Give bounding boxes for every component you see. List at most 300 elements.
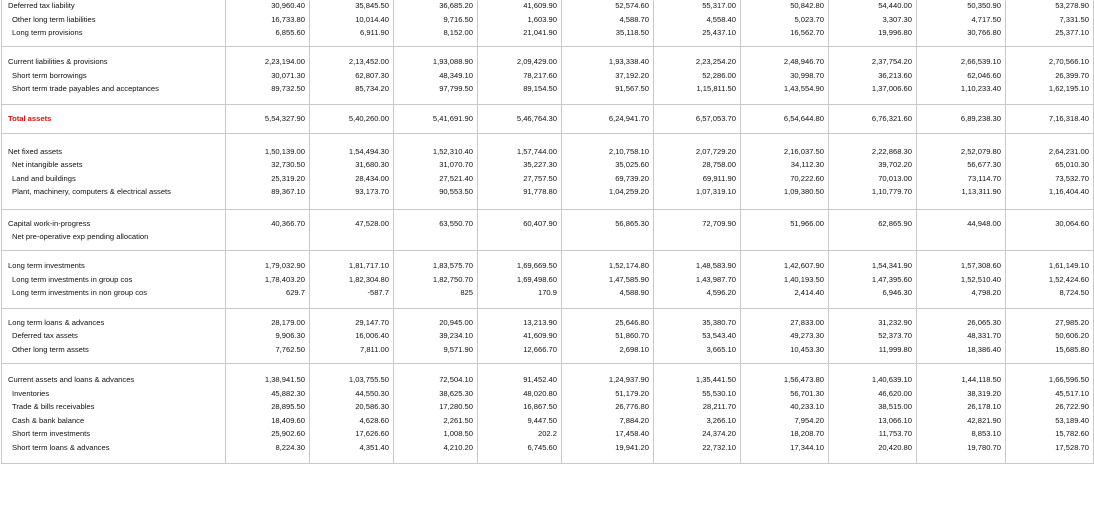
cell-value: 24,374.20 [702,429,736,438]
row-label: Long term investments [8,261,85,271]
cell-value: 91,452.40 [523,375,557,384]
cell-value: 1,83,575.70 [432,261,473,271]
value-cell[interactable] [654,134,741,210]
cell-value: 31,232.90 [878,317,912,327]
cell-value: 73,532.70 [1055,173,1089,183]
cell-value: 28,211.70 [702,402,736,411]
cell-value: 69,911.90 [702,173,736,183]
cell-value: 1,13,311.90 [961,187,1001,196]
cell-value: 34,112.30 [790,160,824,169]
cell-value: 16,867.50 [523,402,557,411]
cell-value: 1,69,669.50 [516,261,557,271]
value-cell[interactable] [562,251,654,309]
row-group [2,0,1094,47]
cell-value: 1,15,811.50 [696,84,736,94]
value-cell[interactable] [829,364,917,464]
row-label: Net pre-operative exp pending allocation [12,232,149,241]
value-cell[interactable] [562,105,654,134]
cell-value: 19,996.80 [878,28,912,38]
row-group [2,134,1094,210]
row-label: Long term investments in non group cos [12,288,148,298]
cell-value: 50,842.80 [790,1,824,11]
cell-value: 56,865.30 [615,218,649,228]
cell-value: 89,367.10 [271,187,305,196]
cell-value: 56,701.30 [790,388,824,398]
cell-value: 5,46,764.30 [516,114,557,124]
cell-value [654,230,736,244]
cell-value: 3,307.30 [882,14,912,24]
cell-value: 11,999.80 [878,344,912,354]
row-label-cell[interactable] [2,0,226,47]
cell-value: 21,041.90 [523,28,557,38]
value-cell[interactable] [829,210,917,251]
cell-value: 31,680.30 [355,160,389,169]
cell-value: 17,528.70 [1055,442,1089,452]
cell-value: 38,515.00 [878,402,912,411]
cell-value: 1,50,139.00 [264,146,305,156]
value-cell[interactable] [310,105,394,134]
value-cell[interactable] [917,47,1006,105]
cell-value: 4,798.20 [971,288,1001,298]
value-cell[interactable] [226,309,310,364]
cell-value: 15,685.80 [1055,344,1089,354]
cell-value: 6,24,941.70 [608,114,649,124]
cell-value: 6,54,644.80 [783,114,824,124]
cell-value: 7,884.20 [619,415,649,425]
cell-value: 35,227.30 [523,160,557,169]
cell-value: 26,399.70 [1055,70,1089,80]
cell-value: 10,014.40 [355,14,389,24]
cell-value: 90,553.50 [439,187,473,196]
cell-value: 1,16,404.40 [1048,187,1089,196]
cell-value: 1,56,473.80 [783,375,824,384]
value-cell[interactable] [394,364,478,464]
cell-value: 170.9 [537,288,557,298]
cell-value: 6,89,238.30 [960,114,1001,124]
row-group [2,251,1094,309]
value-cell[interactable] [394,0,478,47]
row-label: Other long term assets [12,344,89,354]
value-cell[interactable] [741,105,829,134]
cell-value: 2,07,729.20 [695,146,736,156]
cell-value: 6,745.60 [527,442,557,452]
cell-value: 1,47,395.60 [871,274,912,284]
row-label: Current assets and loans & advances [8,375,135,384]
cell-value: 1,35,441.50 [695,375,736,384]
value-cell[interactable] [654,0,741,47]
value-cell[interactable] [917,105,1006,134]
cell-value: 16,733.80 [271,14,305,24]
value-cell[interactable] [1006,134,1094,210]
cell-value: 49,273.30 [790,331,824,341]
value-cell[interactable] [562,364,654,464]
value-cell[interactable] [917,210,1006,251]
value-cell[interactable] [829,105,917,134]
cell-value: 1,52,424.60 [1048,274,1089,284]
cell-value: 4,558.40 [706,14,736,24]
cell-value: 4,588.90 [619,288,649,298]
cell-value: 1,008.50 [443,429,473,438]
cell-value: 1,54,341.90 [871,261,912,271]
cell-value: 1,40,193.50 [783,274,824,284]
value-cell[interactable] [394,251,478,309]
row-group [2,210,1094,251]
cell-value: 51,860.70 [615,331,649,341]
cell-value: 1,07,319.10 [695,187,736,196]
value-cell[interactable] [478,47,562,105]
cell-value: 15,782.60 [1055,429,1089,438]
cell-value: 29,147.70 [355,317,389,327]
cell-value: 7,16,318.40 [1048,114,1089,124]
row-label-cell[interactable] [2,364,226,464]
cell-value: 85,734.20 [355,84,389,94]
cell-value: 4,596.20 [706,288,736,298]
cell-value: 1,69,498.60 [516,274,557,284]
cell-value: 54,440.00 [878,1,912,11]
cell-value: 1,42,607.90 [783,261,824,271]
value-cell[interactable] [562,210,654,251]
row-group [2,309,1094,364]
value-cell[interactable] [917,0,1006,47]
value-cell[interactable] [829,47,917,105]
value-cell[interactable] [1006,364,1094,464]
cell-value: 35,845.50 [355,1,389,11]
cell-value: 63,550.70 [439,218,473,228]
cell-value: 78,217.60 [523,70,557,80]
cell-value: 27,757.50 [523,173,557,183]
cell-value: 1,57,744.00 [516,146,557,156]
value-cell[interactable] [226,105,310,134]
cell-value: 2,22,868.30 [871,146,912,156]
cell-value: 28,895.50 [271,402,305,411]
cell-value: 5,40,260.00 [348,114,389,124]
cell-value: 2,37,754.20 [871,57,912,67]
cell-value: 2,64,231.00 [1048,146,1089,156]
cell-value: 89,732.50 [271,84,305,94]
cell-value: 2,09,429.00 [516,57,557,67]
cell-value: 70,222.60 [790,173,824,183]
value-cell[interactable] [1006,309,1094,364]
cell-value: 1,03,755.50 [348,375,389,384]
cell-value: 1,47,585.90 [608,274,649,284]
cell-value: 6,57,053.70 [695,114,736,124]
cell-value: 2,10,758.10 [608,146,649,156]
cell-value: 5,41,691.90 [432,114,473,124]
value-cell[interactable] [829,0,917,47]
value-cell[interactable] [829,251,917,309]
cell-value [394,230,473,244]
cell-value: 70,013.00 [878,173,912,183]
value-cell[interactable] [478,309,562,364]
cell-value: 11,753.70 [878,429,912,438]
row-label: Capital work-in-progress [8,218,91,228]
cell-value: 30,071.30 [271,70,305,80]
value-cell[interactable] [1006,0,1094,47]
cell-value: 18,386.40 [967,344,1001,354]
value-cell[interactable] [1006,47,1094,105]
cell-value: 52,574.60 [615,1,649,11]
cell-value: 31,070.70 [439,160,473,169]
cell-value: 629.7 [285,288,305,298]
value-cell[interactable] [1006,105,1094,134]
row-label: Deferred tax assets [12,331,78,341]
cell-value: 18,409.60 [271,415,305,425]
value-cell[interactable] [394,210,478,251]
cell-value: 60,407.90 [523,218,557,228]
row-label: Land and buildings [12,173,76,183]
cell-value: 2,261.50 [443,415,473,425]
cell-value: 9,447.50 [527,415,557,425]
cell-value: 2,70,566.10 [1048,57,1089,67]
total-assets-row [2,105,1094,134]
cell-value: 1,61,149.10 [1048,261,1089,271]
value-cell[interactable] [654,210,741,251]
value-cell[interactable] [226,210,310,251]
cell-value: 2,414.40 [794,288,824,298]
cell-value: 1,81,717.10 [348,261,389,271]
value-cell[interactable] [478,134,562,210]
cell-value: 32,730.50 [271,160,305,169]
row-label: Plant, machinery, computers & electrical assets [12,187,171,196]
cell-value: 1,43,554.90 [783,84,824,94]
value-cell[interactable] [829,309,917,364]
cell-value: 25,646.80 [615,317,649,327]
cell-value: 1,52,510.40 [960,274,1001,284]
cell-value: 25,437.10 [702,28,736,38]
row-label-cell[interactable] [2,251,226,309]
balance-sheet-table [1,0,1094,464]
value-cell[interactable] [741,47,829,105]
cell-value: 1,48,583.90 [695,261,736,271]
cell-value [310,230,389,244]
cell-value: 55,317.00 [702,1,736,11]
row-label-cell[interactable] [2,47,226,105]
cell-value: 7,954.20 [794,415,824,425]
cell-value: 28,434.00 [355,173,389,183]
value-cell[interactable] [310,47,394,105]
cell-value: 1,37,006.60 [871,84,912,94]
cell-value: -587.7 [367,288,389,298]
cell-value: 37,192.20 [615,70,649,80]
cell-value: 53,189.40 [1055,415,1089,425]
row-group [2,364,1094,464]
cell-value: 28,758.00 [702,160,736,169]
total-assets-label: Total assets [8,114,52,124]
value-cell[interactable] [394,105,478,134]
value-cell[interactable] [226,47,310,105]
value-cell[interactable] [741,251,829,309]
value-cell[interactable] [310,134,394,210]
cell-value: 35,025.60 [615,160,649,169]
value-cell[interactable] [654,105,741,134]
row-label-cell[interactable] [2,309,226,364]
value-cell[interactable] [741,134,829,210]
cell-value: 50,606.20 [1055,331,1089,341]
cell-value: 8,724.50 [1059,288,1089,298]
cell-value: 17,626.60 [355,429,389,438]
cell-value: 20,945.00 [439,317,473,327]
cell-value: 91,567.50 [615,84,649,94]
cell-value: 16,006.40 [355,331,389,341]
cell-value: 1,82,304.80 [348,274,389,284]
cell-value: 47,528.00 [355,218,389,228]
cell-value: 36,685.20 [439,1,473,11]
value-cell[interactable] [562,0,654,47]
row-label: Short term loans & advances [12,442,110,452]
value-cell[interactable] [562,47,654,105]
value-cell[interactable] [310,309,394,364]
value-cell[interactable] [1006,210,1094,251]
value-cell[interactable] [741,309,829,364]
value-cell[interactable] [654,251,741,309]
value-cell[interactable] [917,134,1006,210]
cell-value: 65,010.30 [1055,160,1089,169]
cell-value: 35,380.70 [702,317,736,327]
value-cell[interactable] [394,47,478,105]
cell-value: 1,54,494.30 [348,146,389,156]
cell-value: 52,286.00 [702,70,736,80]
cell-value [741,230,824,244]
cell-value: 9,716.50 [443,14,473,24]
cell-value: 27,833.00 [790,317,824,327]
cell-value: 4,588.70 [619,14,649,24]
cell-value: 8,152.00 [443,28,473,38]
cell-value: 3,665.10 [706,344,736,354]
value-cell[interactable] [226,364,310,464]
cell-value: 26,776.80 [615,402,649,411]
value-cell[interactable] [654,309,741,364]
cell-value: 36,213.60 [878,70,912,80]
value-cell[interactable] [478,251,562,309]
value-cell[interactable] [310,251,394,309]
value-cell[interactable] [562,309,654,364]
row-label: Trade & bills receivables [12,402,95,411]
value-cell[interactable] [478,0,562,47]
cell-value: 6,946.30 [882,288,912,298]
cell-value: 45,517.10 [1055,388,1089,398]
row-label: Short term borrowings [12,70,87,80]
cell-value: 1,38,941.50 [264,375,305,384]
value-cell[interactable] [310,364,394,464]
cell-value: 2,23,194.00 [264,57,305,67]
cell-value: 39,234.10 [439,331,473,341]
value-cell[interactable] [654,47,741,105]
value-cell[interactable] [310,0,394,47]
value-cell[interactable] [394,134,478,210]
cell-value: 1,09,380.50 [783,187,824,196]
cell-value: 53,278.90 [1055,1,1089,11]
cell-value: 30,998.70 [790,70,824,80]
row-label: Short term trade payables and acceptances [12,84,159,94]
cell-value: 16,562.70 [790,28,824,38]
row-label: Deferred tax liability [8,1,75,11]
value-cell[interactable] [478,105,562,134]
cell-value: 40,233.10 [790,402,824,411]
cell-value: 42,821.90 [967,415,1001,425]
cell-value: 8,224.30 [275,442,305,452]
value-cell[interactable] [917,251,1006,309]
value-cell[interactable] [741,0,829,47]
row-label: Long term loans & advances [8,317,105,327]
cell-value: 2,16,037.50 [783,146,824,156]
cell-value: 41,609.90 [523,331,557,341]
cell-value: 2,48,946.70 [783,57,824,67]
value-cell[interactable] [741,364,829,464]
cell-value [917,230,1001,244]
cell-value: 72,709.90 [702,218,736,228]
cell-value: 9,571.90 [443,344,473,354]
cell-value: 52,373.70 [878,331,912,341]
cell-value: 8,853.10 [971,429,1001,438]
cell-value: 19,780.70 [967,442,1001,452]
row-label: Long term investments in group cos [12,274,133,284]
row-label-cell[interactable] [2,134,226,210]
value-cell[interactable] [829,134,917,210]
cell-value: 38,319.20 [967,388,1001,398]
row-label: Inventories [12,388,50,398]
value-cell[interactable] [1006,251,1094,309]
cell-value: 20,586.30 [355,402,389,411]
row-label: Short term investments [12,429,91,438]
row-label: Other long term liabilities [12,14,96,24]
cell-value: 1,44,118.50 [961,375,1001,384]
cell-value: 12,666.70 [523,344,557,354]
cell-value: 1,10,779.70 [871,187,912,196]
value-cell[interactable] [226,0,310,47]
value-cell[interactable] [917,309,1006,364]
row-label-cell[interactable] [2,105,226,134]
cell-value: 1,57,308.60 [960,261,1001,271]
value-cell[interactable] [394,309,478,364]
value-cell[interactable] [654,364,741,464]
cell-value: 4,717.50 [971,14,1001,24]
value-cell[interactable] [741,210,829,251]
row-label-cell[interactable] [2,210,226,251]
cell-value: 48,331.70 [967,331,1001,341]
cell-value: 2,13,452.00 [348,57,389,67]
cell-value: 1,10,233.40 [960,84,1001,94]
row-group [2,47,1094,105]
value-cell[interactable] [562,134,654,210]
cell-value: 7,811.00 [360,344,389,354]
cell-value: 39,702.20 [878,160,912,169]
cell-value: 17,280.50 [439,402,473,411]
cell-value: 1,24,937.90 [608,375,649,384]
value-cell[interactable] [478,364,562,464]
value-cell[interactable] [917,364,1006,464]
cell-value: 1,78,403.20 [264,274,305,284]
cell-value: 1,52,310.40 [432,146,473,156]
cell-value: 45,882.30 [271,388,305,398]
cell-value: 73,114.70 [967,173,1001,183]
value-cell[interactable] [310,210,394,251]
value-cell[interactable] [226,134,310,210]
cell-value: 48,020.80 [523,388,557,398]
value-cell[interactable] [226,251,310,309]
cell-value: 13,213.90 [523,317,557,327]
cell-value: 56,677.30 [967,160,1001,169]
cell-value: 10,453.30 [790,344,824,354]
value-cell[interactable] [478,210,562,251]
cell-value: 4,351.40 [359,442,389,452]
cell-value: 69,739.20 [615,173,649,183]
cell-value: 27,521.40 [439,173,473,183]
row-label: Cash & bank balance [12,415,85,425]
cell-value: 89,154.50 [523,84,557,94]
cell-value: 62,807.30 [355,70,389,80]
row-label: Current liabilities & provisions [8,57,108,67]
cell-value: 2,52,079.80 [960,146,1001,156]
